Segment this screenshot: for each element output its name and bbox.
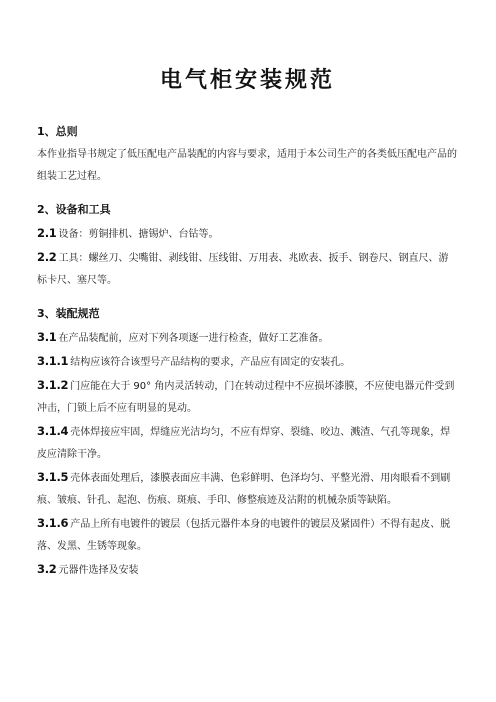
clause-number: 2.2 xyxy=(37,250,57,264)
clause-number: 3.1.6 xyxy=(37,516,69,530)
paragraph-3-1 xyxy=(37,326,458,350)
paragraph-text: 壳体焊接应牢固，焊缝应光洁均匀，不应有焊穿、裂缝、咬边、溅渣、气孔等现象，焊皮应清除干净。 xyxy=(37,427,451,460)
clause-number: 3.1.5 xyxy=(37,470,69,484)
paragraph-2-1 xyxy=(37,222,458,246)
section-heading-assembly: 3、装配规范 xyxy=(37,307,100,320)
clause-number: 3.1.2 xyxy=(37,378,69,392)
paragraph-3-1-4 xyxy=(37,420,458,466)
clause-number: 2.1 xyxy=(37,226,57,240)
paragraph-3-1-5 xyxy=(37,466,458,512)
paragraph-3-2 xyxy=(37,558,458,582)
paragraph-3-1-1 xyxy=(37,350,458,374)
paragraph-text: 元器件选择及安装 xyxy=(58,565,139,576)
clause-number: 3.1.4 xyxy=(37,424,69,438)
paragraph-text: 结构应该符合该型号产品结构的要求，产品应有固定的安装孔。 xyxy=(70,357,351,368)
paragraph-text: 本作业指导书规定了低压配电产品装配的内容与要求，适用于本公司生产的各类低压配电产品的组装工艺过程。 xyxy=(37,149,457,182)
paragraph-text: 工具：螺丝刀、尖嘴钳、剥线钳、压线钳、万用表、兆欧表、扳手、钢卷尺、钢直尺、游标卡尺、塞尺等。 xyxy=(37,253,449,286)
clause-number: 3.2 xyxy=(37,562,57,576)
paragraph-text: 门应能在大于 90° 角内灵活转动，门在转动过程中不应损坏漆膜，不应使电器元件受到冲击，门锁上后不应有明显的晃动。 xyxy=(37,381,455,414)
paragraph-3-1-2 xyxy=(37,374,458,420)
clause-number: 3.1 xyxy=(37,330,57,344)
section-heading-general: 1、总则 xyxy=(37,125,78,138)
paragraph-2-2 xyxy=(37,246,458,292)
paragraph-text: 在产品装配前，应对下列各项逐一进行检查，做好工艺准备。 xyxy=(58,333,329,344)
section-heading-equipment: 2、设备和工具 xyxy=(37,203,111,216)
paragraph-text: 产品上所有电镀件的镀层（包括元器件本身的电镀件的镀层及紧固件）不得有起皮、脱落、发黑、生锈等现象。 xyxy=(37,519,451,552)
paragraph-text: 设备：剪铜排机、搪锡炉、台钻等。 xyxy=(58,229,219,240)
document-title: 电气柜安装规范 xyxy=(159,68,335,93)
clause-number: 3.1.1 xyxy=(37,354,69,368)
paragraph-3-1-6 xyxy=(37,512,458,558)
paragraph-text: 壳体表面处理后，漆膜表面应丰满、色彩鲜明、色泽均匀、平整光滑、用肉眼看不到刷痕、皱痕、针孔、起泡、伤痕、斑痕、手印、修整痕迹及沾附的机械杂质等缺陷。 xyxy=(37,473,451,506)
paragraph-general-scope xyxy=(37,144,458,188)
